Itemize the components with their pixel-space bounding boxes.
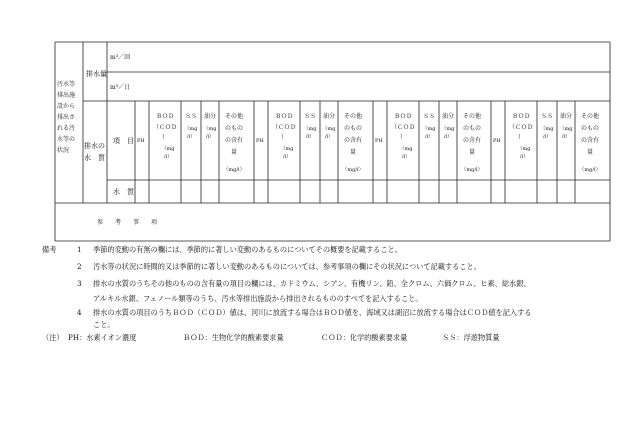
bod-header: ＢＯＤ bbox=[511, 113, 531, 120]
other-header: 量 bbox=[349, 149, 357, 156]
other-header: その他 bbox=[343, 113, 363, 120]
ss-header: ＳＳ bbox=[184, 113, 198, 120]
ss-header: ＳＳ bbox=[303, 113, 317, 120]
other-unit: （mg/l） bbox=[342, 167, 364, 173]
ss-unit: （mg bbox=[184, 126, 198, 132]
bod-header: ＢＯＤ bbox=[274, 113, 294, 120]
bod-header: （ＣＯＤ bbox=[152, 124, 178, 131]
bod-unit: /l） bbox=[282, 154, 292, 160]
other-header: 量 bbox=[230, 149, 238, 156]
oil-unit: /l） bbox=[324, 134, 334, 140]
bod-unit: /l） bbox=[401, 154, 411, 160]
ss-header: ＳＳ bbox=[422, 113, 436, 120]
oil-unit: /l） bbox=[561, 134, 571, 140]
remark-2-number: 2 bbox=[77, 262, 82, 271]
oil-unit: /l） bbox=[443, 134, 453, 140]
remark-1-text: 季節的変動の有無の欄には、季節的に著しい変動のあるものについてその概要を記載すること。 bbox=[93, 245, 402, 254]
other-header: その他 bbox=[462, 113, 482, 120]
ss-unit: （mg bbox=[303, 126, 317, 132]
other-header: のもの bbox=[224, 125, 244, 132]
ss-unit: （mg bbox=[540, 126, 554, 132]
remark-3-number: 3 bbox=[77, 279, 82, 288]
remark-4-continuation: こと。 bbox=[93, 320, 115, 329]
bod-unit: /l） bbox=[163, 154, 173, 160]
ss-unit: （mg bbox=[422, 126, 436, 132]
footnote-label: （注） bbox=[42, 333, 64, 342]
remark-4-number: 4 bbox=[77, 308, 82, 317]
ss-unit: /l） bbox=[186, 134, 196, 140]
remark-4-text: 排水の水質の項目のうちＢＯＤ（ＣＯＤ）値は、河川に放流する場合はＢＯＤ値を、海域又は湖沼に放流する場合はＣＯＤ値を記入する bbox=[93, 308, 532, 317]
other-header: のもの bbox=[462, 125, 482, 132]
row-header-char: 設から bbox=[57, 103, 76, 110]
bod-unit: （mg bbox=[517, 146, 531, 152]
oil-header: 油分 bbox=[559, 113, 573, 120]
footnote-bod: ＢＯＤ：生物化学的酸素要求量 bbox=[183, 333, 284, 342]
reference-label: 参 考 事 項 bbox=[97, 219, 158, 226]
row-header-char: れる汚 bbox=[57, 125, 76, 132]
oil-unit: （mg bbox=[203, 126, 217, 132]
bod-header: ＢＯＤ bbox=[155, 113, 175, 120]
quality-label: 水 質 bbox=[113, 188, 134, 196]
ph-header: PH bbox=[137, 138, 145, 144]
ph-header: PH bbox=[256, 138, 264, 144]
other-header: その他 bbox=[580, 113, 600, 120]
oil-unit: （mg bbox=[559, 126, 573, 132]
bod-header: ＢＯＤ bbox=[393, 113, 413, 120]
bod-header: ） bbox=[399, 134, 407, 141]
other-header: の含有 bbox=[580, 137, 600, 144]
row-header-char: 排出さ bbox=[57, 114, 76, 121]
remark-3-continuation: アルキル水銀、フェノール類等のうち、汚水等排出施設から排出されるもののすべてを記入すること。 bbox=[93, 294, 423, 303]
ss-unit: /l） bbox=[305, 134, 315, 140]
drainage-quality-label: 排水の bbox=[84, 142, 105, 150]
bod-header: ） bbox=[280, 134, 288, 141]
remark-3-text: 排水の水質のうちその他のものの含有量の項目の欄には、カドミウム、シアン、有機リン、鉛、全クロム、六価クロム、ヒ素、総水銀、 bbox=[93, 279, 531, 288]
footnote-ph: PH：水素イオン濃度 bbox=[68, 333, 137, 342]
other-unit: （mg/l） bbox=[461, 167, 483, 173]
ss-header: ＳＳ bbox=[540, 113, 554, 120]
bod-header: （ＣＯＤ bbox=[508, 124, 534, 131]
other-header: の含有 bbox=[462, 137, 482, 144]
other-header: 量 bbox=[586, 149, 594, 156]
row-header-char: 汚水等 bbox=[57, 81, 76, 88]
remark-1-number: 1 bbox=[77, 245, 82, 254]
other-header: の含有 bbox=[343, 137, 363, 144]
bod-header: （ＣＯＤ bbox=[271, 124, 297, 131]
oil-unit: /l） bbox=[205, 134, 215, 140]
other-header: のもの bbox=[580, 125, 600, 132]
drainage-quality-label: 水 質 bbox=[84, 154, 105, 162]
row-header-char: 水等の bbox=[57, 136, 76, 143]
bod-header: ） bbox=[161, 134, 169, 141]
unit-per-day: m³／日 bbox=[110, 84, 131, 91]
ph-header: PH bbox=[493, 138, 501, 144]
footnote-cod: ＣＯＤ：化学的酸素要求量 bbox=[321, 333, 408, 342]
oil-unit: （mg bbox=[441, 126, 455, 132]
oil-header: 油分 bbox=[322, 113, 336, 120]
other-header: その他 bbox=[224, 113, 244, 120]
bod-unit: （mg bbox=[161, 146, 175, 152]
ss-unit: /l） bbox=[542, 134, 552, 140]
bod-unit: /l） bbox=[519, 154, 529, 160]
other-unit: （mg/l） bbox=[223, 167, 245, 173]
bod-unit: （mg bbox=[399, 146, 413, 152]
oil-header: 油分 bbox=[441, 113, 455, 120]
ss-unit: /l） bbox=[424, 134, 434, 140]
row-header-char: 排出施 bbox=[57, 92, 76, 99]
other-header: の含有 bbox=[224, 137, 244, 144]
oil-unit: （mg bbox=[322, 126, 336, 132]
remark-2-text: 汚水等の状況に時間的又は季節的に著しい変動のあるものについては、参考事項の欄にその状況について記載すること。 bbox=[93, 262, 481, 271]
bod-unit: （mg bbox=[280, 146, 294, 152]
item-label: 項 目 bbox=[113, 137, 134, 145]
unit-per-time: m³／回 bbox=[110, 54, 131, 61]
footnote-ss: ＳＳ：浮遊物質量 bbox=[442, 333, 500, 342]
row-header-char: 状況 bbox=[57, 147, 70, 154]
other-header: のもの bbox=[343, 125, 363, 132]
other-unit: （mg/l） bbox=[579, 167, 601, 173]
drainage-amount-label: 排水量 bbox=[86, 70, 107, 78]
bod-header: （ＣＯＤ bbox=[390, 124, 416, 131]
bod-header: ） bbox=[517, 134, 525, 141]
remarks-label: 備考 bbox=[42, 245, 57, 254]
oil-header: 油分 bbox=[203, 113, 217, 120]
other-header: 量 bbox=[468, 149, 476, 156]
ph-header: PH bbox=[375, 138, 383, 144]
